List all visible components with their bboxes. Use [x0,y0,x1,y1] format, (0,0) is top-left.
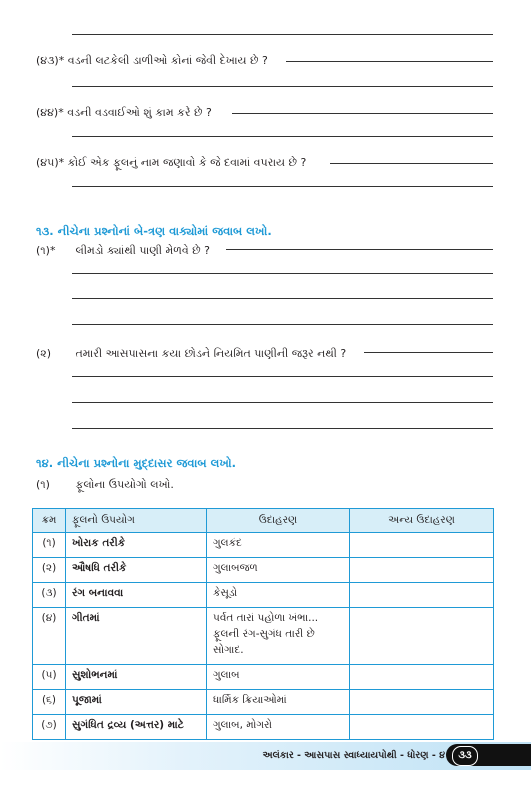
row-number: (૧) [33,533,66,558]
row-use: પૂજામાં [66,690,207,715]
row-other-example-cell[interactable] [350,583,494,608]
table-row [33,608,494,665]
table-row [33,583,494,608]
question-text: તમારી આસપાસના કયા છોડને નિયમિત પાણીની જરૂર નથી ? [75,347,347,360]
footer-book-title: અલંકાર - આસપાસ સ્વાધ્યાયપોથી - ધોરણ - ૪ [262,750,445,761]
header-use: ફૂલનો ઉપયોગ [66,509,207,533]
question-44 [36,106,212,120]
row-number: (૪) [33,608,66,665]
question-text: વડની લટકેલી ડાળીઓ કોનાં જેવી દેખાય છે ? [67,54,268,67]
section-13-question-2 [36,347,346,361]
row-number: (૨) [33,558,66,583]
row-number: (૬) [33,690,66,715]
page-number: ૩૩ [452,746,478,766]
question-text: કોઈ એક ફૂલનું નામ જણાવો કે જે દવામાં વપરાય છે ? [67,156,307,169]
row-other-example-cell[interactable] [350,665,494,690]
table-row [33,533,494,558]
answer-line[interactable] [72,86,493,87]
answer-line[interactable] [72,186,493,187]
question-number: (૪૪)* [36,106,64,119]
row-use: ગીતમાં [66,608,207,665]
answer-line[interactable] [364,352,493,353]
row-other-example-cell[interactable] [350,558,494,583]
answer-line[interactable] [72,324,493,325]
answer-line[interactable] [72,402,493,403]
answer-line[interactable] [72,34,493,35]
answer-line[interactable] [232,113,493,114]
row-example: કેસૂડો [207,583,350,608]
header-example: ઉદાહરણ [207,509,350,533]
row-use: સુશોભનમાં [66,665,207,690]
flower-uses-table [32,508,494,740]
row-example: ગુલાબજળ [207,558,350,583]
answer-line[interactable] [72,273,493,274]
answer-line[interactable] [72,428,493,429]
row-number: (૭) [33,715,66,740]
answer-line[interactable] [72,376,493,377]
table-row [33,665,494,690]
question-number: (૪૫)* [36,156,65,169]
question-text: લીમડો ક્યાંથી પાણી મેળવે છે ? [75,244,211,257]
section-14-question-1 [36,478,174,492]
header-other-example: અન્ય ઉદાહરણ [350,509,494,533]
table-row [33,690,494,715]
question-text: વડની વડવાઈઓ શું કામ કરે છે ? [67,106,212,119]
answer-line[interactable] [330,163,493,164]
question-text: ફૂલોના ઉપયોગો લખો. [75,478,174,491]
row-example: ગુલાબ, મોગરો [207,715,350,740]
row-other-example-cell[interactable] [350,533,494,558]
row-other-example-cell[interactable] [350,715,494,740]
table-row [33,558,494,583]
question-45 [36,156,306,170]
row-use: રંગ બનાવવા [66,583,207,608]
question-number: (૪૩)* [36,54,65,67]
row-example: ધાર્મિક ક્રિયાઓમાં [207,690,350,715]
section-14-title: ૧૪. નીચેના પ્રશ્નોના મુદ્દાસર જવાબ લખો. [36,456,237,470]
row-use: ઔષધિ તરીકે [66,558,207,583]
table-row [33,715,494,740]
section-13-title: ૧૩. નીચેના પ્રશ્નોનાં બે-ત્રણ વાક્યોમાં જવાબ લખો. [36,224,272,238]
row-number: (૫) [33,665,66,690]
row-other-example-cell[interactable] [350,608,494,665]
row-use: ખોરાક તરીકે [66,533,207,558]
row-example: ગુલકંદ [207,533,350,558]
row-number: (૩) [33,583,66,608]
header-serial: ક્રમ [33,509,66,533]
question-number: (૨) [36,347,52,360]
answer-line[interactable] [72,136,493,137]
row-example: પર્વત તારાં પહોળા ખંભા... ફૂલની રંગ-સુગંધ તારી છે સોગાદ. [207,608,350,665]
answer-line[interactable] [226,249,493,250]
question-43 [36,54,268,68]
answer-line[interactable] [72,298,493,299]
question-number: (૧)* [36,244,56,257]
row-other-example-cell[interactable] [350,690,494,715]
question-number: (૧) [36,478,50,491]
table-header-row [33,509,494,533]
row-use: સુગંધિત દ્રવ્ય (અત્તર) માટે [66,715,207,740]
answer-line[interactable] [286,61,493,62]
row-example: ગુલાબ [207,665,350,690]
section-13-question-1 [36,244,210,258]
